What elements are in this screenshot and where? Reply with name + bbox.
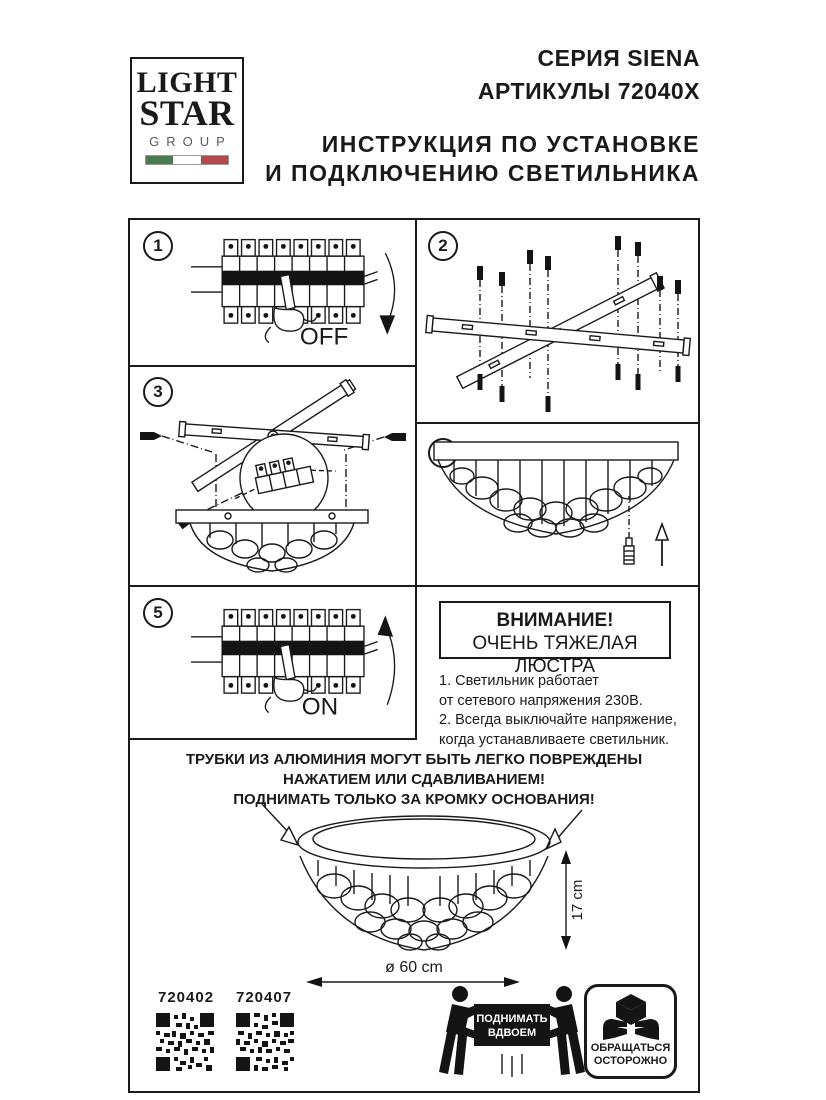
hands-holding-cube-icon xyxy=(600,992,662,1040)
bowl-drawing xyxy=(434,442,678,537)
chandelier-dimension-drawing xyxy=(248,800,596,1008)
handling-warning-line3: ПОДНИМАТЬ ТОЛЬКО ЗА КРОМКУ ОСНОВАНИЯ! xyxy=(233,791,595,808)
article-number-720402: 720402 xyxy=(158,989,215,1006)
arrow-down-icon xyxy=(380,253,396,335)
care-label-line1: ОБРАЩАТЬСЯ xyxy=(590,1042,671,1054)
series-line: СЕРИЯ SIENA xyxy=(537,45,700,71)
safety-notes xyxy=(439,672,697,750)
articles-line: АРТИКУЛЫ 72040X xyxy=(477,78,700,104)
step-2-badge: 2 xyxy=(428,231,458,261)
switch-on-label: ON xyxy=(301,693,339,721)
handle-with-care-badge xyxy=(584,984,677,1079)
flag-white xyxy=(173,156,200,164)
chandelier-body xyxy=(298,816,550,950)
instruction-title xyxy=(265,130,700,188)
attention-title: ВНИМАНИЕ! xyxy=(496,610,614,631)
divider-h-step2-step4 xyxy=(415,422,698,424)
arrow-up-icon xyxy=(656,524,668,566)
step-5-badge: 5 xyxy=(143,598,173,628)
handling-warning-line1: ТРУБКИ ИЗ АЛЮМИНИЯ МОГУТ БЫТЬ ЛЕГКО ПОВРЕЖДЕНЫ xyxy=(185,751,643,768)
note-line: от сетевого напряжения 230В. xyxy=(439,692,643,709)
wiring-assembly-illustration xyxy=(132,370,414,582)
lift-with-two-people-icon xyxy=(436,980,588,1088)
breaker-off-illustration xyxy=(182,226,408,362)
breaker-on-illustration xyxy=(182,596,408,732)
chandelier-base xyxy=(176,510,368,572)
step-3-badge: 3 xyxy=(143,377,173,407)
divider-h-middle xyxy=(130,585,698,587)
fixture-bowl-illustration xyxy=(418,432,698,582)
qr-code-720407 xyxy=(236,1013,294,1071)
note-line: 2. Всегда выключайте напряжение, xyxy=(439,712,677,728)
logo-word-group: GROUP xyxy=(149,134,232,149)
note-line: 1. Светильник работает xyxy=(439,673,599,689)
pull-screw xyxy=(624,496,634,564)
flag-red xyxy=(201,156,228,164)
divider-h-step5-bottom xyxy=(130,738,417,740)
divider-h-step1-step3 xyxy=(130,365,417,367)
logo-word-light: LIGHT xyxy=(136,66,238,99)
instruction-title-line1: ИНСТРУКЦИЯ ПО УСТАНОВКЕ xyxy=(321,131,700,157)
diagram-frame xyxy=(128,218,700,1093)
mounting-bracket-illustration xyxy=(422,228,694,418)
switch-off-label: OFF xyxy=(299,323,349,351)
diameter-dimension-label: ø 60 cm xyxy=(385,959,443,976)
lift-label-box xyxy=(474,1004,550,1046)
italian-flag-bar xyxy=(145,155,229,165)
arrow-up-icon xyxy=(378,615,395,704)
bracket-bars xyxy=(426,273,690,390)
qr-code-720402 xyxy=(156,1013,214,1071)
header-text xyxy=(265,42,700,188)
logo-word-star: STAR xyxy=(139,93,235,133)
handling-warning-line2: НАЖАТИЕМ ИЛИ СДАВЛИВАНИЕМ! xyxy=(282,771,546,788)
lift-label-line2: ВДВОЕМ xyxy=(487,1027,537,1039)
height-dimension-label: 17 cm xyxy=(569,879,586,921)
note-line: когда устанавливаете светильник. xyxy=(439,731,670,748)
article-number-720407: 720407 xyxy=(236,989,293,1006)
flag-green xyxy=(146,156,173,164)
divider-vertical xyxy=(415,220,417,738)
lift-label-line1: ПОДНИМАТЬ xyxy=(476,1013,548,1025)
attention-subtitle: ОЧЕНЬ ТЯЖЕЛАЯ ЛЮСТРА xyxy=(472,633,638,677)
care-label-line2: ОСТОРОЖНО xyxy=(593,1055,668,1067)
motion-marks xyxy=(502,1054,522,1077)
instruction-title-line2: И ПОДКЛЮЧЕНИЮ СВЕТИЛЬНИКА xyxy=(265,160,700,186)
step-1-badge: 1 xyxy=(143,231,173,261)
lightstar-logo xyxy=(130,57,244,184)
attention-box xyxy=(439,601,671,677)
